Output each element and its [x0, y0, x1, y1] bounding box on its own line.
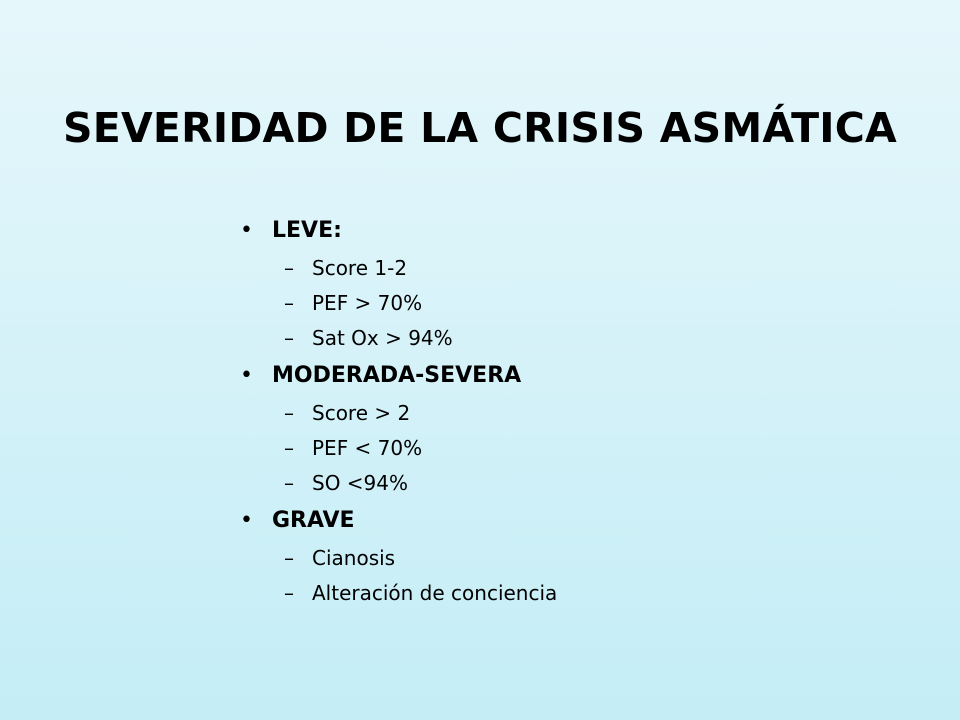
list-item-label: Alteración de conciencia — [312, 581, 558, 605]
bullet-icon: • — [240, 218, 253, 243]
list-item — [238, 321, 938, 356]
list-item — [238, 541, 938, 576]
list-item-label: PEF < 70% — [312, 436, 423, 460]
dash-icon: – — [284, 436, 294, 460]
list-item-label: Cianosis — [312, 546, 396, 570]
dash-icon: – — [284, 256, 294, 280]
section-heading-label: LEVE: — [272, 218, 342, 243]
list-item — [238, 431, 938, 466]
list-item — [238, 396, 938, 431]
list-item — [238, 576, 938, 611]
list-item-label: SO <94% — [312, 471, 409, 495]
dash-icon: – — [284, 471, 294, 495]
dash-icon: – — [284, 401, 294, 425]
dash-icon: – — [284, 326, 294, 350]
list-item-label: Sat Ox > 94% — [312, 326, 453, 350]
section-heading-label: MODERADA-SEVERA — [272, 363, 522, 388]
bullet-icon: • — [240, 363, 253, 388]
section-heading-label: GRAVE — [272, 508, 355, 533]
list-item — [238, 251, 938, 286]
dash-icon: – — [284, 546, 294, 570]
list-item-label: Score 1-2 — [312, 256, 408, 280]
severity-list — [238, 211, 938, 611]
section-heading-leve — [238, 211, 938, 251]
list-item — [238, 466, 938, 501]
slide-title: SEVERIDAD DE LA CRISIS ASMÁTICA — [63, 104, 897, 152]
section-heading-moderada-severa — [238, 356, 938, 396]
list-item-label: Score > 2 — [312, 401, 411, 425]
section-heading-grave — [238, 501, 938, 541]
list-item — [238, 286, 938, 321]
bullet-icon: • — [240, 508, 253, 533]
dash-icon: – — [284, 291, 294, 315]
section-items-leve — [238, 251, 938, 356]
section-items-moderada-severa — [238, 396, 938, 501]
section-items-grave — [238, 541, 938, 611]
dash-icon: – — [284, 581, 294, 605]
list-item-label: PEF > 70% — [312, 291, 423, 315]
